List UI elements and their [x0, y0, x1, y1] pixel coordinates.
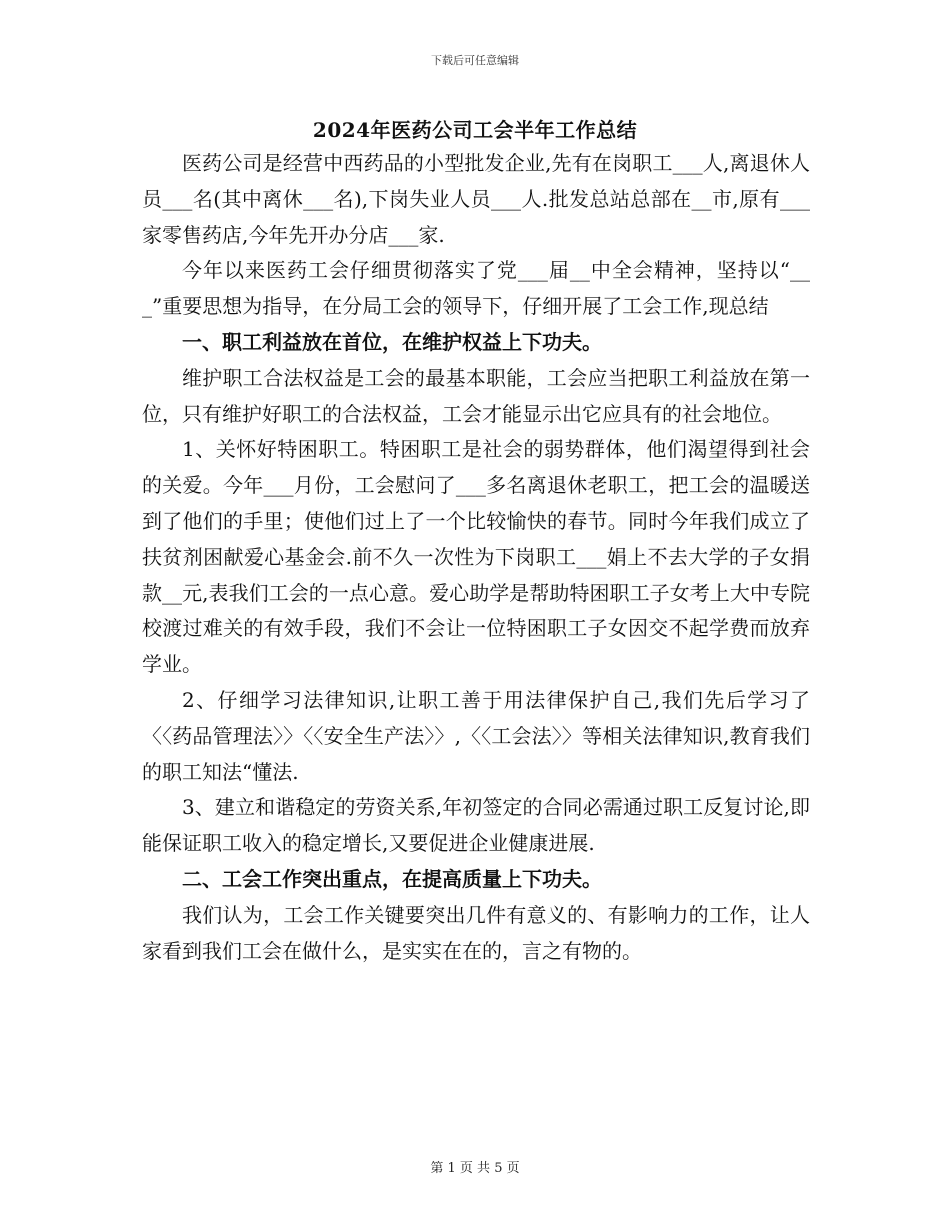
item-1-paragraph: 1、关怀好特困职工。特困职工是社会的弱势群体，他们渴望得到社会的关爱。今年___月份，工会慰问了___多名离退休老职工，把工会的温暖送到了他们的手里；使他们过上了一个比较愉快的春节。同时今年我们成立了扶贫剂困献爱心基金会.前不久一次性为下岗职工___娟上不去大学的子女捐款__元,表我们工会的一点心意。爱心助学是帮助特困职工子女考上大中专院校渡过难关的有效手段，我们不会让一位特困职工子女因交不起学费而放弃学业。 — [142, 437, 810, 677]
item-3-paragraph: 3、建立和谐稳定的劳资关系,年初签定的合同必需通过职工反复讨论,即能保证职工收入的稳定增长,又要促进企业健康进展. — [142, 795, 810, 856]
intro-paragraph: 医药公司是经营中西药品的小型批发企业,先有在岗职工___人,离退休人员___名(其中离休___名),下岗失业人员___人.批发总站总部在__市,原有___家零售药店,今年先开办分店___家. — [142, 151, 810, 247]
page-number: 第 1 页 共 5 页 — [430, 1161, 520, 1176]
section-1-paragraph: 维护职工合法权益是工会的最基本职能，工会应当把职工利益放在第一位，只有维护好职工的合法权益，工会才能显示出它应具有的社会地位。 — [142, 365, 810, 426]
section-2-paragraph: 我们认为，工会工作关键要突出几件有意义的、有影响力的工作，让人家看到我们工会在做什么，是实实在在的，言之有物的。 — [142, 902, 810, 963]
document-title: 2024年医药公司工会半年工作总结 — [312, 118, 638, 142]
summary-paragraph: 今年以来医药工会仔细贯彻落实了党___届__中全会精神，坚持以“___”重要思想为指导，在分局工会的领导下，仔细开展了工会工作,现总结 — [142, 258, 810, 319]
document-body — [142, 146, 810, 969]
section-heading-1: 一、职工利益放在首位，在维护权益上下功夫。 — [182, 329, 602, 354]
section-heading-2: 二、工会工作突出重点，在提高质量上下功夫。 — [182, 866, 602, 891]
page-header-note: 下载后可任意编辑 — [431, 54, 519, 67]
item-2-paragraph: 2、仔细学习法律知识,让职工善于用法律保护自己,我们先后学习了〈〈药品管理法〉〉〈〈安全生产法〉〉,〈〈工会法〉〉等相关法律知识,教育我们的职工知法“懂法. — [142, 687, 810, 784]
